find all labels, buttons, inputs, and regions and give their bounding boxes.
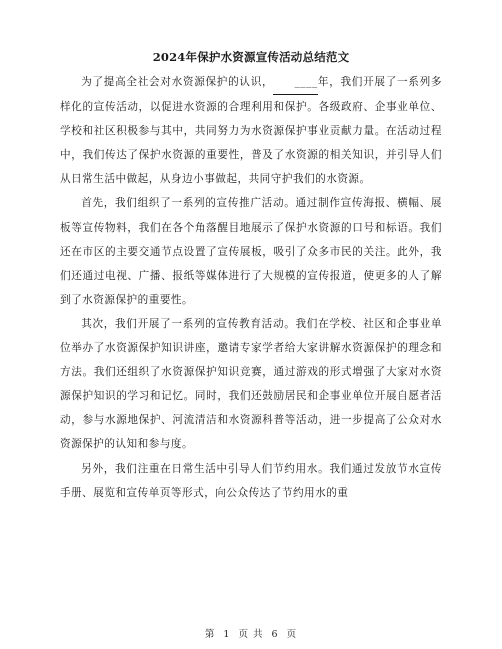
year-blank: ____ [273, 70, 317, 95]
document-title: 2024年保护水资源宣传活动总结范文 [152, 50, 350, 64]
paragraph-intro-rest: 年，我们开展了一系列多样化的宣传活动，以促进水资源的合理利用和保护。各级政府、企事业单位、学校和社区积极参与其中，共同努力为水资源保护事业贡献力量。在活动过程中，我们传达了保护水资源的重要性，普及了水资源的相关知识，并引导人们从日常生活中做起，从身边小事做起，共同守护我们的水资源。 [60, 76, 443, 186]
document-body [60, 70, 442, 505]
paragraph-water-saving: 另外，我们注重在日常生活中引导人们节约用水。我们通过发放节水宣传手册、展览和宣传单页等形式，向公众传达了节约用水的重 [60, 462, 442, 499]
total-pages-number: 6 [271, 629, 279, 640]
paragraph-intro [60, 70, 442, 191]
current-page-number: 1 [223, 629, 231, 640]
page-footer [0, 626, 502, 640]
paragraph-education: 其次，我们开展了一系列的宣传教育活动。我们在学校、社区和企事业单位举办了水资源保护知识讲座，邀请专家学者给大家讲解水资源保护的理念和方法。我们还组织了水资源保护知识竞赛，通过游戏的形式增强了大家对水资源保护知识的学习和记忆。同时，我们还鼓励居民和企事业单位开展自愿者活动，参与水源地保护、河流清洁和水资源科普等活动，进一步提高了公众对水资源保护的认知和参与度。 [60, 317, 442, 451]
footer-label-of: 页 共 [238, 629, 264, 640]
paragraph-intro-start: 为了提高全社会对水资源保护的认识， [81, 76, 274, 88]
footer-label-page: 第 [204, 629, 216, 640]
footer-label-end: 页 [286, 629, 298, 640]
paragraph-promotion: 首先，我们组织了一系列的宣传推广活动。通过制作宣传海报、横幅、展板等宣传物料，我们在各个角落醒目地展示了保护水资源的口号和标语。我们还在市区的主要交通节点设置了宣传展板，吸引了众多市民的关注。此外，我们还通过电视、广播、报纸等媒体进行了大规模的宣传报道，使更多的人了解到了水资源保护的重要性。 [60, 197, 442, 306]
